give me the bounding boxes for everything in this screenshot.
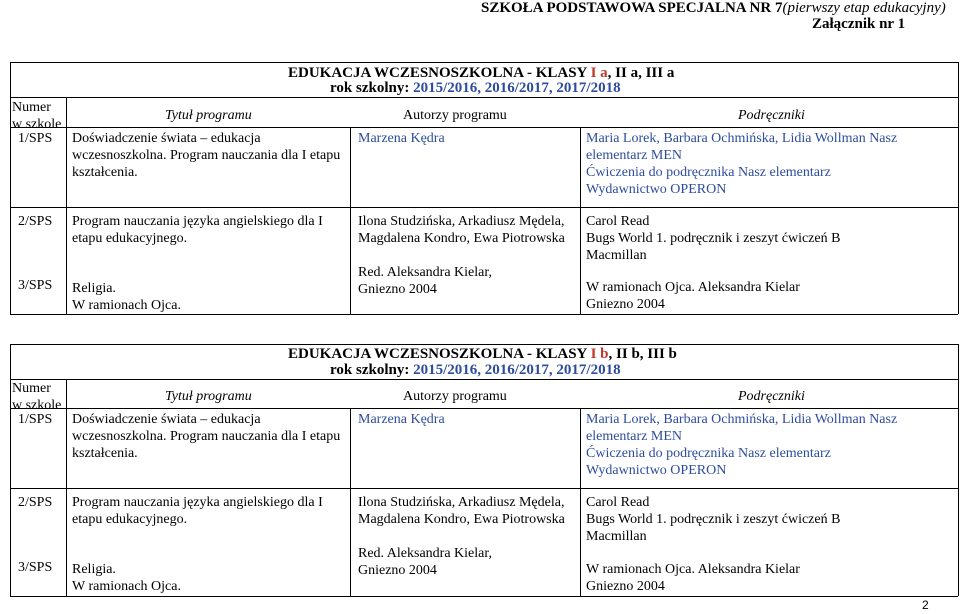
table-border	[10, 488, 958, 489]
textbooks: W ramionach Ojca. Aleksandra Kielar Gniezno 2004	[586, 280, 800, 312]
program-authors: Red. Aleksandra Kielar, Gniezno 2004	[358, 546, 492, 578]
column-header-program: Tytuł programu	[165, 108, 252, 123]
table-title: EDUKACJA WCZESNOSZKOLNA - KLASY I b, II b, III b	[288, 346, 677, 362]
table-border	[10, 379, 958, 380]
column-header-number: Numer w szkole	[12, 100, 62, 132]
program-authors: Ilona Studzińska, Arkadiusz Mędela, Magdalena Kondro, Ewa Piotrowska	[358, 495, 565, 527]
table-border	[10, 314, 958, 315]
table-border	[10, 62, 11, 314]
school-years: rok szkolny: 2015/2016, 2016/2017, 2017/2018	[330, 362, 621, 378]
textbooks: Carol Read Bugs World 1. podręcznik i zeszyt ćwiczeń B Macmillan	[586, 495, 841, 544]
table-border	[958, 344, 959, 596]
table-border	[66, 97, 67, 314]
table-border	[66, 379, 67, 596]
table-border	[10, 344, 11, 596]
column-header-textbooks: Podręczniki	[738, 108, 805, 123]
program-title: Program nauczania języka angielskiego dla I etapu edukacyjnego.	[72, 495, 323, 527]
column-header-program: Tytuł programu	[165, 389, 252, 404]
program-title: Program nauczania języka angielskiego dla I etapu edukacyjnego.	[72, 214, 323, 246]
table-title: EDUKACJA WCZESNOSZKOLNA - KLASY I a, II a, III a	[288, 65, 675, 81]
textbooks: Maria Lorek, Barbara Ochmińska, Lidia Wollman Nasz elementarz MEN Ćwiczenia do podręcznika Nasz elementarz Wydawnictwo OPERON	[586, 131, 898, 197]
table-border	[10, 408, 958, 409]
school-name: SZKOŁA PODSTAWOWA SPECJALNA NR 7(pierwszy etap edukacyjny)	[481, 0, 946, 16]
program-title: Doświadczenie świata – edukacja wczesnoszkolna. Program nauczania dla I etapu kształcenia.	[72, 131, 341, 180]
program-title: Doświadczenie świata – edukacja wczesnoszkolna. Program nauczania dla I etapu kształcenia.	[72, 412, 341, 461]
textbooks: Carol Read Bugs World 1. podręcznik i zeszyt ćwiczeń B Macmillan	[586, 214, 841, 263]
program-title: Religia. W ramionach Ojca.	[72, 281, 181, 313]
column-header-number: Numer w szkole	[12, 381, 62, 413]
program-authors: Red. Aleksandra Kielar, Gniezno 2004	[358, 265, 492, 297]
row-number: 3/SPS	[18, 278, 53, 293]
program-authors: Ilona Studzińska, Arkadiusz Mędela, Magdalena Kondro, Ewa Piotrowska	[358, 214, 565, 246]
column-header-authors: Autorzy programu	[403, 108, 507, 123]
school-years: rok szkolny: 2015/2016, 2016/2017, 2017/2018	[330, 80, 621, 96]
row-number: 2/SPS	[18, 214, 53, 229]
table-border	[10, 127, 958, 128]
table-border	[580, 127, 581, 314]
table-border	[10, 62, 958, 63]
textbooks: Maria Lorek, Barbara Ochmińska, Lidia Wollman Nasz elementarz MEN Ćwiczenia do podręcznika Nasz elementarz Wydawnictwo OPERON	[586, 412, 898, 478]
row-number: 2/SPS	[18, 495, 53, 510]
table-border	[580, 408, 581, 596]
row-number: 3/SPS	[18, 560, 53, 575]
program-authors: Marzena Kędra	[358, 412, 445, 427]
table-border	[350, 408, 351, 596]
page-number: 2	[922, 598, 929, 612]
table-border	[10, 344, 958, 345]
table-border	[958, 62, 959, 314]
textbooks: W ramionach Ojca. Aleksandra Kielar Gniezno 2004	[586, 562, 800, 594]
program-authors: Marzena Kędra	[358, 131, 445, 146]
row-number: 1/SPS	[18, 131, 53, 146]
table-border	[10, 207, 958, 208]
table-border	[10, 596, 958, 597]
column-header-authors: Autorzy programu	[403, 389, 507, 404]
table-border	[350, 127, 351, 314]
program-title: Religia. W ramionach Ojca.	[72, 562, 181, 594]
table-border	[10, 97, 958, 98]
row-number: 1/SPS	[18, 412, 53, 427]
attachment-label: Załącznik nr 1	[812, 16, 906, 32]
column-header-textbooks: Podręczniki	[738, 389, 805, 404]
